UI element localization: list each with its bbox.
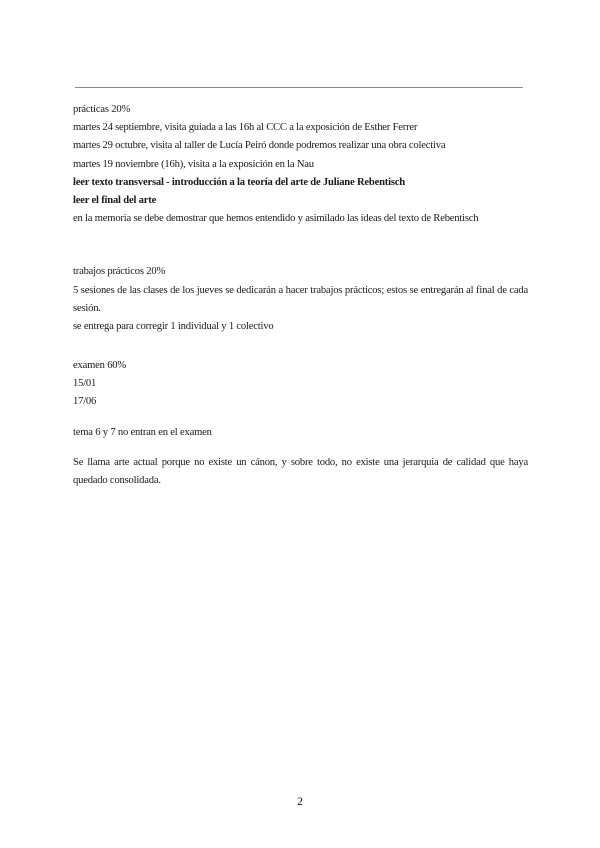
- practicas-visit-3: martes 19 noviembre (16h), visita a la exposición en la Nau: [73, 158, 314, 170]
- reading-assignment-1: leer texto transversal - introducción a la teoría del arte de Juliane Rebentisch: [73, 176, 405, 188]
- page-number: 2: [297, 794, 303, 808]
- closing-paragraph: Se llama arte actual porque no existe un cánon, y sobre todo, no existe una jerarquía de calidad que haya quedado consolidada.: [73, 456, 528, 487]
- examen-heading: examen 60%: [73, 360, 127, 372]
- practicas-heading: prácticas 20%: [73, 104, 131, 115]
- document-body: [73, 101, 528, 490]
- memoria-note: en la memoria se debe demostrar que hemos entendido y asimilado las ideas del texto de Rebentisch: [73, 213, 479, 225]
- examen-date-2: 17/06: [73, 396, 97, 408]
- trabajos-note: se entrega para corregir 1 individual y 1 colectivo: [73, 320, 274, 332]
- trabajos-paragraph: 5 sesiones de las clases de los jueves se dedicarán a hacer trabajos prácticos; estos se entregarán al final de cada sesión.: [73, 284, 528, 314]
- header-rule: [75, 87, 523, 88]
- examen-date-1: 15/01: [73, 378, 97, 390]
- practicas-visit-1: martes 24 septiembre, visita guiada a las 16h al CCC a la exposición de Esther Ferrer: [73, 122, 418, 134]
- examen-note: tema 6 y 7 no entran en el examen: [73, 426, 212, 438]
- practicas-visit-2: martes 29 octubre, visita al taller de Lucía Peiró donde podremos realizar una obra colectiva: [73, 140, 446, 152]
- trabajos-heading: trabajos prácticos 20%: [73, 266, 166, 278]
- reading-assignment-2: leer el final del arte: [73, 194, 157, 206]
